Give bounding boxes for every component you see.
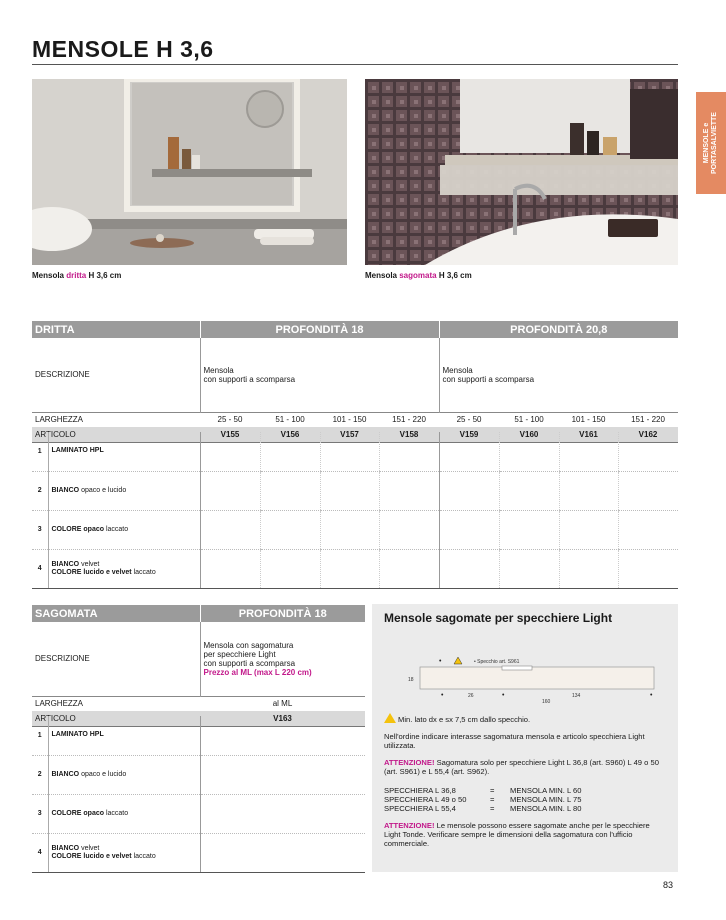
larghezza-cell: 151 - 220 [379, 412, 439, 427]
caption-shaped: Mensola sagomata H 3,6 cm [365, 271, 472, 280]
sagomata-depth-18: PROFONDITÀ 18 [200, 605, 365, 622]
dim-160: 160 [542, 699, 551, 705]
articolo-code: V156 [260, 427, 320, 442]
order-note: Nell'ordine indicare interasse sagomatura mensola e articolo specchiera Light utilizzata. [384, 732, 645, 750]
dritta-depth-20-8: PROFONDITÀ 20,8 [439, 321, 678, 338]
dim-height: 18 [408, 677, 414, 683]
dritta-header: DRITTA [32, 321, 200, 338]
sagomata-table [32, 605, 365, 727]
page-title: MENSOLE H 3,6 [32, 36, 214, 62]
dritta-depth-18: PROFONDITÀ 18 [200, 321, 439, 338]
larghezza-label: LARGHEZZA [32, 412, 200, 427]
descrizione-label: DESCRIZIONE [35, 654, 90, 664]
finish-row: 1 LAMINATO HPL [32, 432, 678, 471]
dim-26: 26 [468, 693, 474, 699]
articolo-code: V157 [320, 427, 379, 442]
articolo-label: ARTICOLO [32, 711, 200, 726]
articolo-code: V161 [559, 427, 618, 442]
info-title: Mensole sagomate per specchiere Light [384, 611, 613, 625]
warning-line: Min. lato dx e sx 7,5 cm dallo specchio. [384, 713, 666, 724]
dritta-desc-20-8: Mensola con supporti a scomparsa [439, 338, 678, 412]
finish-row: 3 COLORE opaco laccato [32, 510, 678, 549]
articolo-code: V155 [200, 427, 260, 442]
larghezza-cell: al ML [200, 696, 365, 711]
photo-shaped-shelf [365, 79, 678, 265]
larghezza-cell: 25 - 50 [200, 412, 260, 427]
articolo-code: V163 [200, 711, 365, 726]
larghezza-cell: 101 - 150 [559, 412, 618, 427]
finish-row: 2 BIANCO opaco e lucido [32, 755, 365, 794]
descrizione-label: DESCRIZIONE [35, 370, 90, 380]
sagomata-desc: Mensola con sagomatura per specchiere Light con supporti a scomparsa Prezzo al ML (max L 220 cm) [200, 622, 365, 696]
finish-row: 4 BIANCO velvet COLORE lucido e velvet laccato [32, 549, 678, 588]
mirror-size-table: SPECCHIERA L 36,8 = MENSOLA MIN. L 60 SPECCHIERA L 49 o 50 = MENSOLA MIN. L 75 SPECCHIERA L 55,4 = MENSOLA MIN. L 80 [384, 786, 582, 813]
articolo-code: V158 [379, 427, 439, 442]
finish-row: 1 LAMINATO HPL [32, 716, 365, 755]
dim-134: 134 [572, 693, 581, 699]
larghezza-cell: 151 - 220 [618, 412, 678, 427]
info-box [372, 604, 678, 872]
warning-icon [384, 713, 396, 723]
larghezza-cell: 25 - 50 [439, 412, 499, 427]
attention-2: ATTENZIONE! Le mensole possono essere sagomate anche per le specchiere Light Tonde. Verificare sempre le dimensioni della sagomatura con l'ufficio commerciale. [384, 821, 650, 848]
articolo-code: V162 [618, 427, 678, 442]
dritta-desc-18: Mensola con supporti a scomparsa [200, 338, 439, 412]
svg-text:•: • [441, 692, 444, 699]
section-tab-label: MENSOLE e PORTASALVIETTE [703, 112, 718, 174]
price-note: Prezzo al ML (max L 220 cm) [203, 667, 312, 677]
larghezza-cell: 101 - 150 [320, 412, 379, 427]
larghezza-cell: 51 - 100 [260, 412, 320, 427]
sagomata-finish-table [32, 716, 365, 873]
photo-straight-shelf [32, 79, 347, 265]
page-number: 83 [663, 880, 674, 890]
larghezza-label: LARGHEZZA [32, 696, 200, 711]
finish-row: 3 COLORE opaco laccato [32, 794, 365, 833]
sagomata-header: SAGOMATA [32, 605, 200, 622]
svg-text:•: • [502, 692, 505, 699]
dritta-table [32, 321, 678, 443]
attention-1: ATTENZIONE! Sagomatura solo per specchiere Light L 36,8 (art. S960) L 49 o 50 (art. S961) e L 55,4 (art. S962). [384, 758, 659, 776]
title-divider [32, 64, 678, 65]
articolo-code: V160 [499, 427, 559, 442]
caption-straight: Mensola dritta H 3,6 cm [32, 271, 122, 280]
svg-text:•: • [650, 692, 653, 699]
articolo-code: V159 [439, 427, 499, 442]
larghezza-cell: 51 - 100 [499, 412, 559, 427]
dritta-finish-table [32, 432, 678, 589]
finish-row: 2 BIANCO opaco e lucido [32, 471, 678, 510]
mirror-label: • Specchio art. S961 [474, 659, 520, 665]
shelf-diagram [384, 637, 666, 707]
section-tab[interactable] [696, 92, 726, 194]
svg-text:•: • [439, 658, 442, 665]
finish-row: 4 BIANCO velvet COLORE lucido e velvet laccato [32, 833, 365, 872]
articolo-label: ARTICOLO [32, 427, 200, 442]
